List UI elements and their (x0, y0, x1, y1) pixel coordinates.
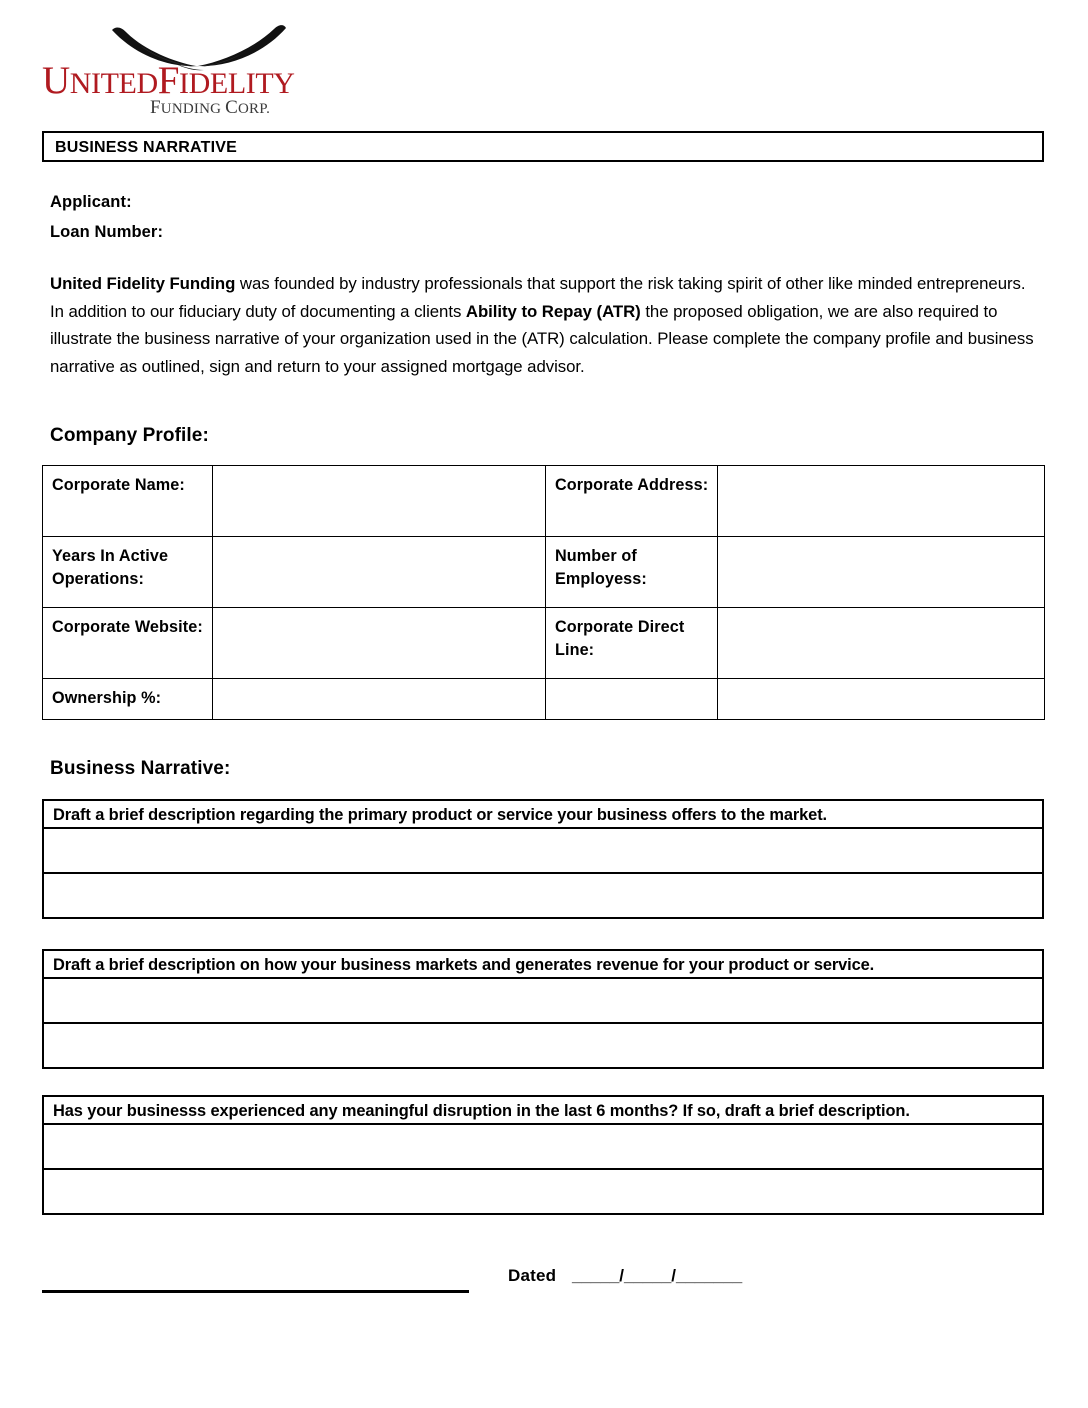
logo-wordmark (42, 60, 362, 102)
value-ownership-percent[interactable] (213, 679, 546, 720)
narrative-prompt-2: Draft a brief description on how your business markets and generates revenue for your product or service. (43, 950, 1043, 978)
table-row (43, 950, 1043, 978)
label-number-of-employees: Number of Employess: (546, 537, 718, 608)
document-title-bar (42, 131, 1044, 162)
narrative-answer-2-line-2[interactable] (43, 1023, 1043, 1068)
logo-subtitle-c: C (225, 97, 238, 118)
narrative-prompt-3: Has your businesss experienced any meaningful disruption in the last 6 months? If so, draft a brief description. (43, 1096, 1043, 1124)
logo-subtitle-orp: ORP. (237, 101, 271, 117)
table-row (43, 800, 1043, 828)
label-corporate-name: Corporate Name: (43, 466, 213, 537)
narrative-answer-1-line-1[interactable] (43, 828, 1043, 873)
page-title: BUSINESS NARRATIVE (55, 139, 237, 156)
logo-subtitle-unding: UNDING (160, 101, 226, 117)
heading-company-profile: Company Profile: (50, 425, 209, 446)
table-row (43, 679, 1045, 720)
logo-word-fidelity-rest: IDELITY (179, 67, 295, 100)
company-profile-table (42, 465, 1045, 720)
logo-word-united-rest: NITED (69, 67, 158, 100)
intro-text-part2: the proposed obligation, we are also required to illustrate the business narrative of your organization used in the (ATR) calculation. Please complete the company profile and business narrative as outlined, sign and return to your assigned mortgage advisor. (50, 301, 1034, 376)
table-row (43, 1124, 1043, 1169)
value-corporate-address[interactable] (718, 466, 1045, 537)
dated-label: Dated (508, 1266, 557, 1285)
narrative-answer-3-line-1[interactable] (43, 1124, 1043, 1169)
value-corporate-name[interactable] (213, 466, 546, 537)
intro-paragraph (50, 270, 1035, 380)
applicant-label: Applicant: (50, 193, 132, 211)
dated-blanks-field[interactable]: _____/_____/_______ (572, 1266, 743, 1285)
table-row (43, 537, 1045, 608)
label-years-in-active-operations: Years In Active Operations: (43, 537, 213, 608)
table-row (43, 608, 1045, 679)
value-corporate-website[interactable] (213, 608, 546, 679)
table-row (43, 1169, 1043, 1214)
logo-subtitle-f: F (150, 97, 161, 118)
label-corporate-website: Corporate Website: (43, 608, 213, 679)
applicant-fields (50, 187, 550, 247)
narrative-block-marketing-revenue (42, 949, 1044, 1069)
narrative-prompt-1: Draft a brief description regarding the primary product or service your business offers to the market. (43, 800, 1043, 828)
narrative-block-product-service (42, 799, 1044, 919)
intro-text-part1: was founded by industry professionals that support the risk taking spirit of other like minded entrepreneurs. In addition to our fiduciary duty of documenting a clients (50, 274, 1026, 321)
label-corporate-address: Corporate Address: (546, 466, 718, 537)
narrative-answer-3-line-2[interactable] (43, 1169, 1043, 1214)
value-corporate-direct-line[interactable] (718, 608, 1045, 679)
signature-line[interactable] (42, 1290, 469, 1293)
table-row (43, 466, 1045, 537)
narrative-answer-2-line-1[interactable] (43, 978, 1043, 1023)
table-row (43, 828, 1043, 873)
logo-word-united-cap: U (42, 59, 70, 102)
heading-business-narrative: Business Narrative: (50, 758, 231, 779)
table-row (43, 978, 1043, 1023)
value-years-in-active-operations[interactable] (213, 537, 546, 608)
narrative-block-disruption (42, 1095, 1044, 1215)
value-ownership-extra[interactable] (718, 679, 1045, 720)
intro-bold-company: United Fidelity Funding (50, 274, 236, 293)
intro-bold-atr: Ability to Repay (ATR) (465, 301, 641, 321)
narrative-answer-1-line-2[interactable] (43, 873, 1043, 918)
label-corporate-direct-line: Corporate Direct Line: (546, 608, 718, 679)
table-row (43, 1023, 1043, 1068)
table-row (43, 873, 1043, 918)
loan-number-label: Loan Number: (50, 223, 164, 241)
logo-subtitle (150, 98, 270, 119)
value-number-of-employees[interactable] (718, 537, 1045, 608)
logo-word-fidelity-cap: F (157, 59, 180, 102)
table-row (43, 1096, 1043, 1124)
company-logo (42, 14, 362, 118)
label-ownership-percent: Ownership %: (43, 679, 213, 720)
label-ownership-extra (546, 679, 718, 720)
